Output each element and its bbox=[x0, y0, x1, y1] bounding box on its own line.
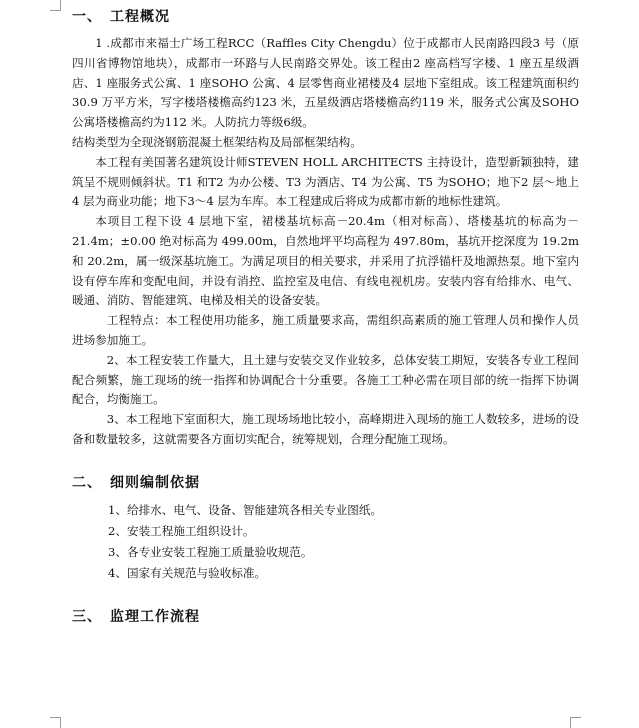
section-heading bbox=[72, 472, 579, 494]
page-corner-mark bbox=[50, 717, 61, 728]
section-title: 工程概况 bbox=[110, 9, 170, 25]
paragraph: 2、本工程安装工作量大，且土建与安装交叉作业较多，总体安装工期短，安装各专业工程间配合频繁，施工现场的统一指挥和协调配合十分重要。各施工工种必需在项目部的统一指挥下协调配合，均衡施工。 bbox=[72, 352, 579, 407]
list-item: 1、给排水、电气、设备、智能建筑各相关专业图纸。 bbox=[108, 502, 383, 517]
section-title: 监理工作流程 bbox=[110, 608, 200, 625]
section-number: 一、 bbox=[72, 9, 102, 25]
section-heading bbox=[72, 6, 579, 28]
paragraph: 本工程有美国著名建筑设计师STEVEN HOLL ARCHITECTS 主持设计，造型新颖独特，建筑呈不规则倾斜状。T1 和T2 为办公楼、T3 为酒店、T4 为公寓、T5 为SOHO；地下2 层～地上4 层为商业功能；地下3～4 层为车库。本工程建成后将成为成都市新的地标性建筑。 bbox=[72, 154, 579, 209]
section-heading bbox=[72, 606, 579, 628]
paragraph: 工程特点：本工程使用功能多，施工质量要求高，需组织高素质的施工管理人员和操作人员进场参加施工。 bbox=[72, 313, 579, 347]
spacer bbox=[72, 450, 579, 472]
section-number: 二、 bbox=[72, 474, 102, 491]
paragraph: 3、本工程地下室面积大，施工现场场地比较小，高峰期进入现场的施工人数较多，进场的设备和数量较多，这就需要各方面切实配合，统筹规划，合理分配施工现场。 bbox=[72, 412, 579, 446]
spacer bbox=[72, 584, 579, 606]
paragraph: 结构类型为全现浇钢筋混凝土框架结构及局部框架结构。 bbox=[72, 134, 362, 149]
paragraph: 1 .成都市来福士广场工程RCC（Raffles City Chengdu）位于成都市人民南路四段3 号（原四川省博物馆地块），成都市一环路与人民南路交界处。该工程由2 座高档写字楼、1 座五星级酒店、1 座服务式公寓、1 座SOHO 公寓、4 层零售商业裙楼及4 层地下室组成。该工程建筑面积约30.9 万平方米，写字楼塔楼檐高约123 米，五星级酒店塔楼檐高约119 米，服务式公寓及SOHO 公寓塔楼檐高约为112 米。人防抗力等级6级。 bbox=[72, 36, 579, 130]
page-corner-mark bbox=[570, 717, 581, 728]
paragraph: 本项目工程下设 4 层地下室，裙楼基坑标高－20.4m（相对标高）、塔楼基坑的标高为－21.4m；±0.00 绝对标高为 499.00m，自然地坪平均高程为 497.80m，基坑开挖深度为 19.2m 和 20.2m，属一级深基坑施工。为满足项目的相关要求，并采用了抗浮锚杆及地源热泵。地下室内设有停车库和变配电间，并设有消控、监控室及电信、有线电视机房。安装内容有给排水、电气、暖通、消防、智能建筑、电梯及相关的设备安装。 bbox=[72, 214, 579, 308]
section-title: 细则编制依据 bbox=[110, 474, 200, 491]
section-number: 三、 bbox=[72, 608, 102, 625]
list-item: 2、安装工程施工组织设计。 bbox=[108, 523, 255, 538]
list-item: 4、国家有关规范与验收标准。 bbox=[108, 565, 267, 580]
reference-list bbox=[72, 500, 579, 584]
page-corner-mark bbox=[50, 0, 61, 11]
list-item: 3、各专业安装工程施工质量验收规范。 bbox=[108, 544, 313, 559]
